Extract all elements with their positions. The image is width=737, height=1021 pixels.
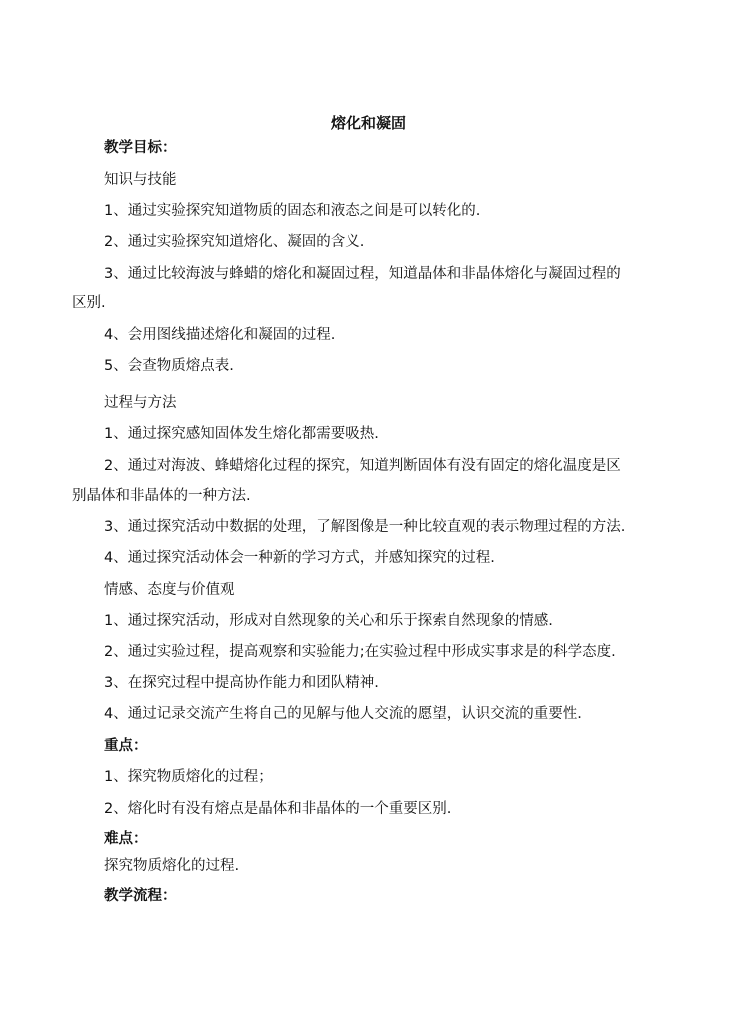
key-heading: 重点： bbox=[104, 738, 148, 754]
objectives-heading: 教学目标： bbox=[104, 140, 177, 156]
process-item: 4、通过探究活动体会一种新的学习方式，并感知探究的过程. bbox=[104, 550, 495, 566]
process-item: 3、通过探究活动中数据的处理，了解图像是一种比较直观的表示物理过程的方法. bbox=[104, 519, 626, 535]
knowledge-item: 2、通过实验探究知道熔化、凝固的含义. bbox=[104, 234, 365, 250]
process-heading: 过程与方法 bbox=[104, 395, 177, 411]
document-title: 熔化和凝固 bbox=[330, 114, 406, 132]
emotion-item: 1、通过探究活动，形成对自然现象的关心和乐于探索自然现象的情感. bbox=[104, 613, 553, 629]
emotion-heading: 情感、态度与价值观 bbox=[104, 582, 235, 598]
emotion-item: 4、通过记录交流产生将自己的见解与他人交流的愿望，认识交流的重要性. bbox=[104, 706, 582, 722]
key-item: 1、探究物质熔化的过程； bbox=[104, 769, 273, 785]
emotion-item: 3、在探究过程中提高协作能力和团队精神. bbox=[104, 675, 379, 691]
knowledge-item: 4、会用图线描述熔化和凝固的过程. bbox=[104, 327, 336, 343]
knowledge-item: 3、通过比较海波与蜂蜡的熔化和凝固过程，知道晶体和非晶体熔化与凝固过程的 bbox=[104, 266, 621, 282]
process-item-continued: 别晶体和非晶体的一种方法. bbox=[72, 488, 251, 504]
knowledge-item: 1、通过实验探究知道物质的固态和液态之间是可以转化的. bbox=[104, 203, 481, 219]
flow-heading: 教学流程： bbox=[104, 888, 177, 904]
difficulty-heading: 难点： bbox=[104, 831, 148, 847]
process-item: 1、通过探究感知固体发生熔化都需要吸热. bbox=[104, 426, 379, 442]
difficulty-item: 探究物质熔化的过程. bbox=[104, 858, 240, 874]
emotion-item: 2、通过实验过程，提高观察和实验能力;在实验过程中形成实事求是的科学态度. bbox=[104, 644, 616, 660]
process-item: 2、通过对海波、蜂蜡熔化过程的探究，知道判断固体有没有固定的熔化温度是区 bbox=[104, 458, 621, 474]
knowledge-heading: 知识与技能 bbox=[104, 172, 177, 188]
key-item: 2、熔化时有没有熔点是晶体和非晶体的一个重要区别. bbox=[104, 801, 452, 817]
knowledge-item: 5、会查物质熔点表. bbox=[104, 358, 234, 374]
knowledge-item-continued: 区别. bbox=[72, 295, 106, 311]
